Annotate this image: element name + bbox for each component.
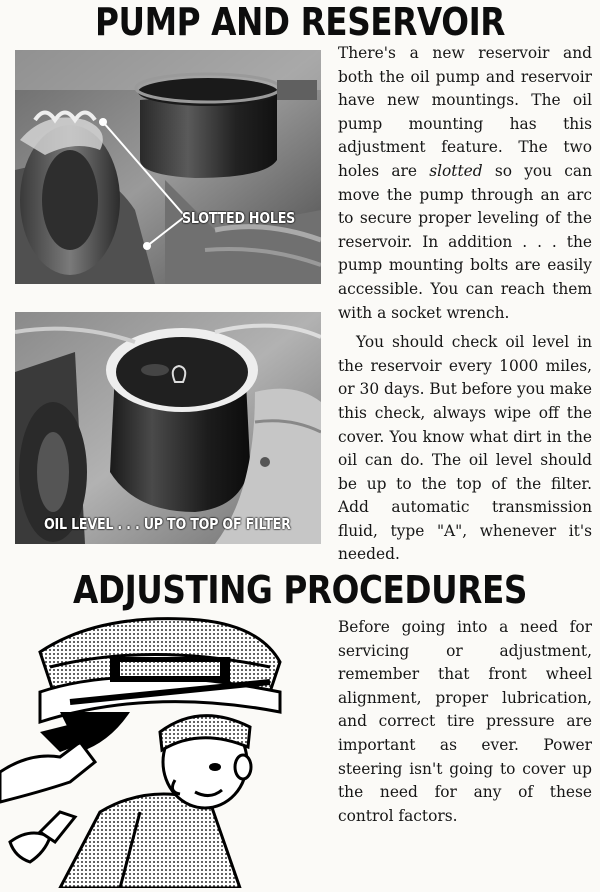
adjusting-procedures-text: [338, 616, 592, 828]
mechanic-illustration: [0, 612, 330, 888]
section-title-pump-reservoir: PUMP AND RESERVOIR: [94, 0, 506, 44]
oil-level-caption: OIL LEVEL . . . UP TO TOP OF FILTER: [44, 515, 291, 533]
section-title-adjusting-procedures: ADJUSTING PROCEDURES: [73, 568, 527, 612]
adjusting-paragraph: Before going into a need for servicing or adjustment, remember that front wheel alignment, proper lubrication, and correct tire pressure are important as ever. Power steering isn't going to cover up the need for any of these control factors.: [338, 618, 592, 825]
slotted-holes-caption: SLOTTED HOLES: [182, 209, 296, 227]
oil-level-photo: [15, 312, 321, 544]
pump-paragraph-1: There's a new reservoir and both the oil pump and reservoir have new mountings. The oil pump mounting has this adjustment feature. The two holes are slotted so you can move the pump through an arc to secure proper leveling of the reservoir. In addition . . . the pump mounting bolts are easily accessible. You can reach them with a socket wrench.: [338, 44, 592, 322]
pump-paragraph-2: You should check oil level in the reservoir every 1000 miles, or 30 days. But before you make this check, always wipe off the cover. You know what dirt in the oil can do. The oil level should be up to the top of the filter. Add automatic transmission fluid, type "A", whenever it's needed.: [338, 333, 592, 564]
emphasis-slotted: slotted: [429, 161, 483, 180]
pump-reservoir-text: [338, 42, 592, 567]
pump-reservoir-photo: [15, 50, 321, 284]
